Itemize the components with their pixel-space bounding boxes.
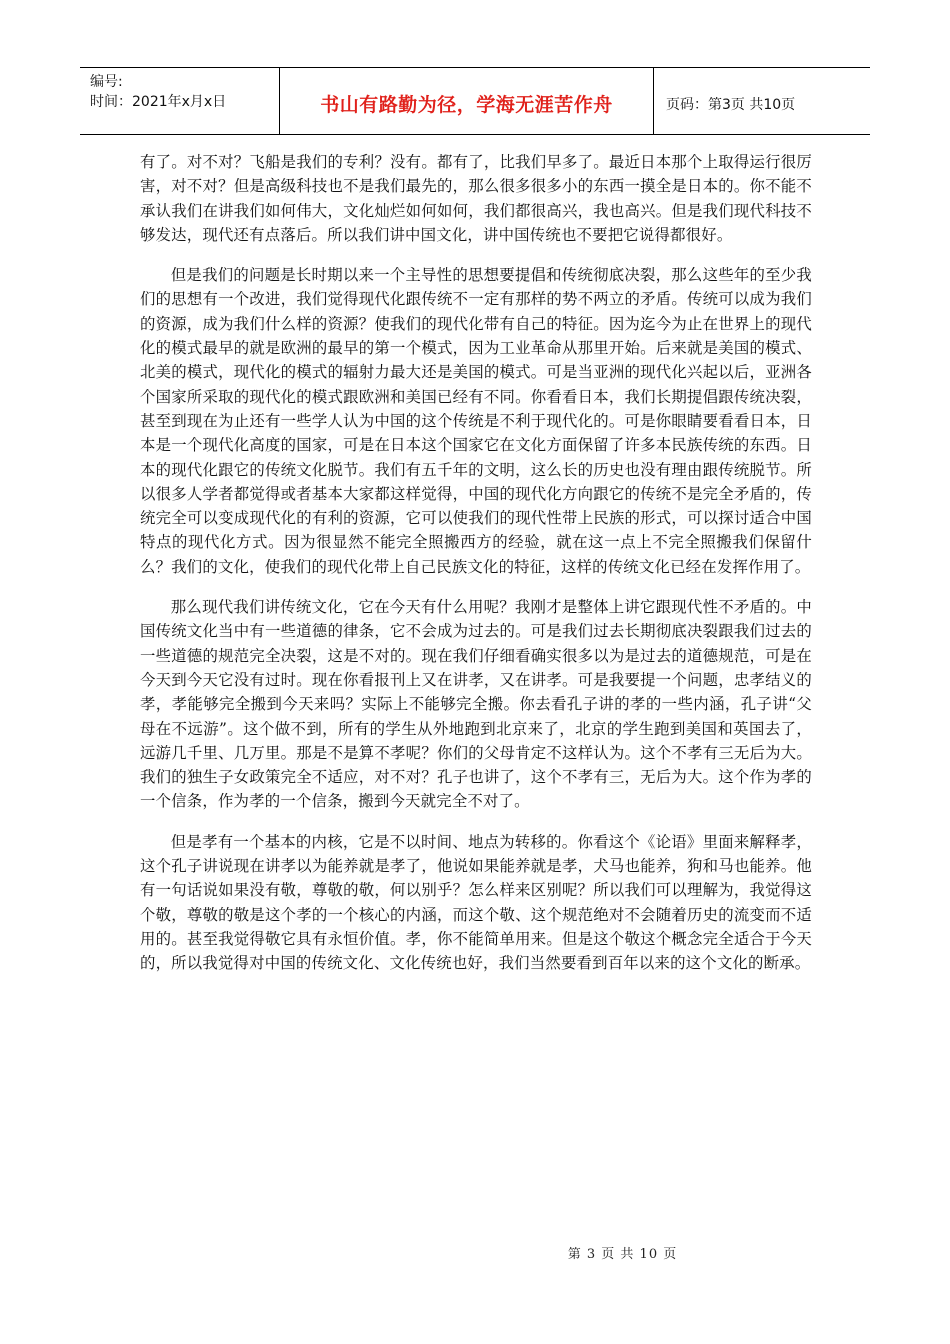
- paragraph: 但是我们的问题是长时期以来一个主导性的思想要提倡和传统彻底决裂，那么这些年的至少我们的思想有一个改进，我们觉得现代化跟传统不一定有那样的势不两立的矛盾。传统可以成为我们的资源，成为我们什么样的资源？使我们的现代化带有自己的特征。因为迄今为止在世界上的现代化的模式最早的就是欧洲的最早的第一个模式，因为工业革命从那里开始。后来就是美国的模式、北美的模式，现代化的模式的辐射力最大还是美国的模式。可是当亚洲的现代化兴起以后，亚洲各个国家所采取的现代化的模式跟欧洲和美国已经有不同。你看看日本，我们长期提倡跟传统决裂，甚至到现在为止还有一些学人认为中国的这个传统是不利于现代化的。可是你眼睛要看看日本，日本是一个现代化高度的国家，可是在日本这个国家它在文化方面保留了许多本民族传统的东西。日本的现代化跟它的传统文化脱节。我们有五千年的文明，这么长的历史也没有理由跟传统脱节。所以很多人学者都觉得或者基本大家都这样觉得，中国的现代化方向跟它的传统不是完全矛盾的，传统完全可以变成现代化的有利的资源，它可以使我们的现代性带上民族的形式，可以探讨适合中国特点的现代化方式。因为很显然不能完全照搬西方的经验，就在这一点上不完全照搬我们保留什么？我们的文化，使我们的现代化带上自己民族文化的特征，这样的传统文化已经在发挥作用了。: [140, 266, 812, 576]
- footer-page-number: 第 3 页 共 10 页: [567, 1247, 678, 1262]
- document-body: [140, 150, 812, 992]
- document-header: [80, 67, 870, 135]
- header-meta-cell: [80, 68, 280, 134]
- paragraph: 那么现代我们讲传统文化，它在今天有什么用呢？我刚才是整体上讲它跟现代性不矛盾的。中国传统文化当中有一些道德的律条，它不会成为过去的。可是我们过去长期彻底决裂跟我们过去的一些道德的规范完全决裂，这是不对的。现在我们仔细看确实很多以为是过去的道德规范，可是在今天到今天它没有过时。现在你看报刊上又在讲孝，又在讲孝。可是我要提一个问题，忠孝结义的孝，孝能够完全搬到今天来吗？实际上不能够完全搬。你去看孔子讲的孝的一些内涵，孔子讲“父母在不远游”。这个做不到，所有的学生从外地跑到北京来了，北京的学生跑到美国和英国去了，远游几千里、几万里。那是不是算不孝呢？你们的父母肯定不这样认为。这个不孝有三无后为大。我们的独生子女政策完全不适应，对不对？孔子也讲了，这个不孝有三，无后为大。这个作为孝的一个信条，作为孝的一个信条，搬到今天就完全不对了。: [140, 598, 812, 811]
- date-label: 时间：2021年x月x日: [90, 94, 227, 110]
- page-info: 页码：第3页 共10页: [666, 97, 796, 113]
- paragraph: 有了。对不对？飞船是我们的专利？没有。都有了，比我们早多了。最近日本那个上取得运行很厉害，对不对？但是高级科技也不是我们最先的，那么很多很多小的东西一摸全是日本的。你不能不承认我们在讲我们如何伟大，文化灿烂如何如何，我们都很高兴，我也高兴。但是我们现代科技不够发达，现代还有点落后。所以我们讲中国文化，讲中国传统也不要把它说得都很好。: [140, 153, 812, 244]
- serial-number-label: 编号:: [90, 74, 123, 90]
- header-page-cell: [654, 68, 870, 134]
- header-motto-cell: [280, 68, 654, 134]
- motto-text: 书山有路勤为径，学海无涯苦作舟: [320, 93, 613, 116]
- page-footer: [0, 1243, 950, 1262]
- paragraph: 但是孝有一个基本的内核，它是不以时间、地点为转移的。你看这个《论语》里面来解释孝，这个孔子讲说现在讲孝以为能养就是孝了，他说如果能养就是孝，犬马也能养，狗和马也能养。他有一句话说如果没有敬，尊敬的敬，何以别乎？怎么样来区别呢？所以我们可以理解为，我觉得这个敬，尊敬的敬是这个孝的一个核心的内涵，而这个敬、这个规范绝对不会随着历史的流变而不适用的。甚至我觉得敬它具有永恒价值。孝，你不能简单用来。但是这个敬这个概念完全适合于今天的，所以我觉得对中国的传统文化、文化传统也好，我们当然要看到百年以来的这个文化的断承。: [140, 832, 812, 973]
